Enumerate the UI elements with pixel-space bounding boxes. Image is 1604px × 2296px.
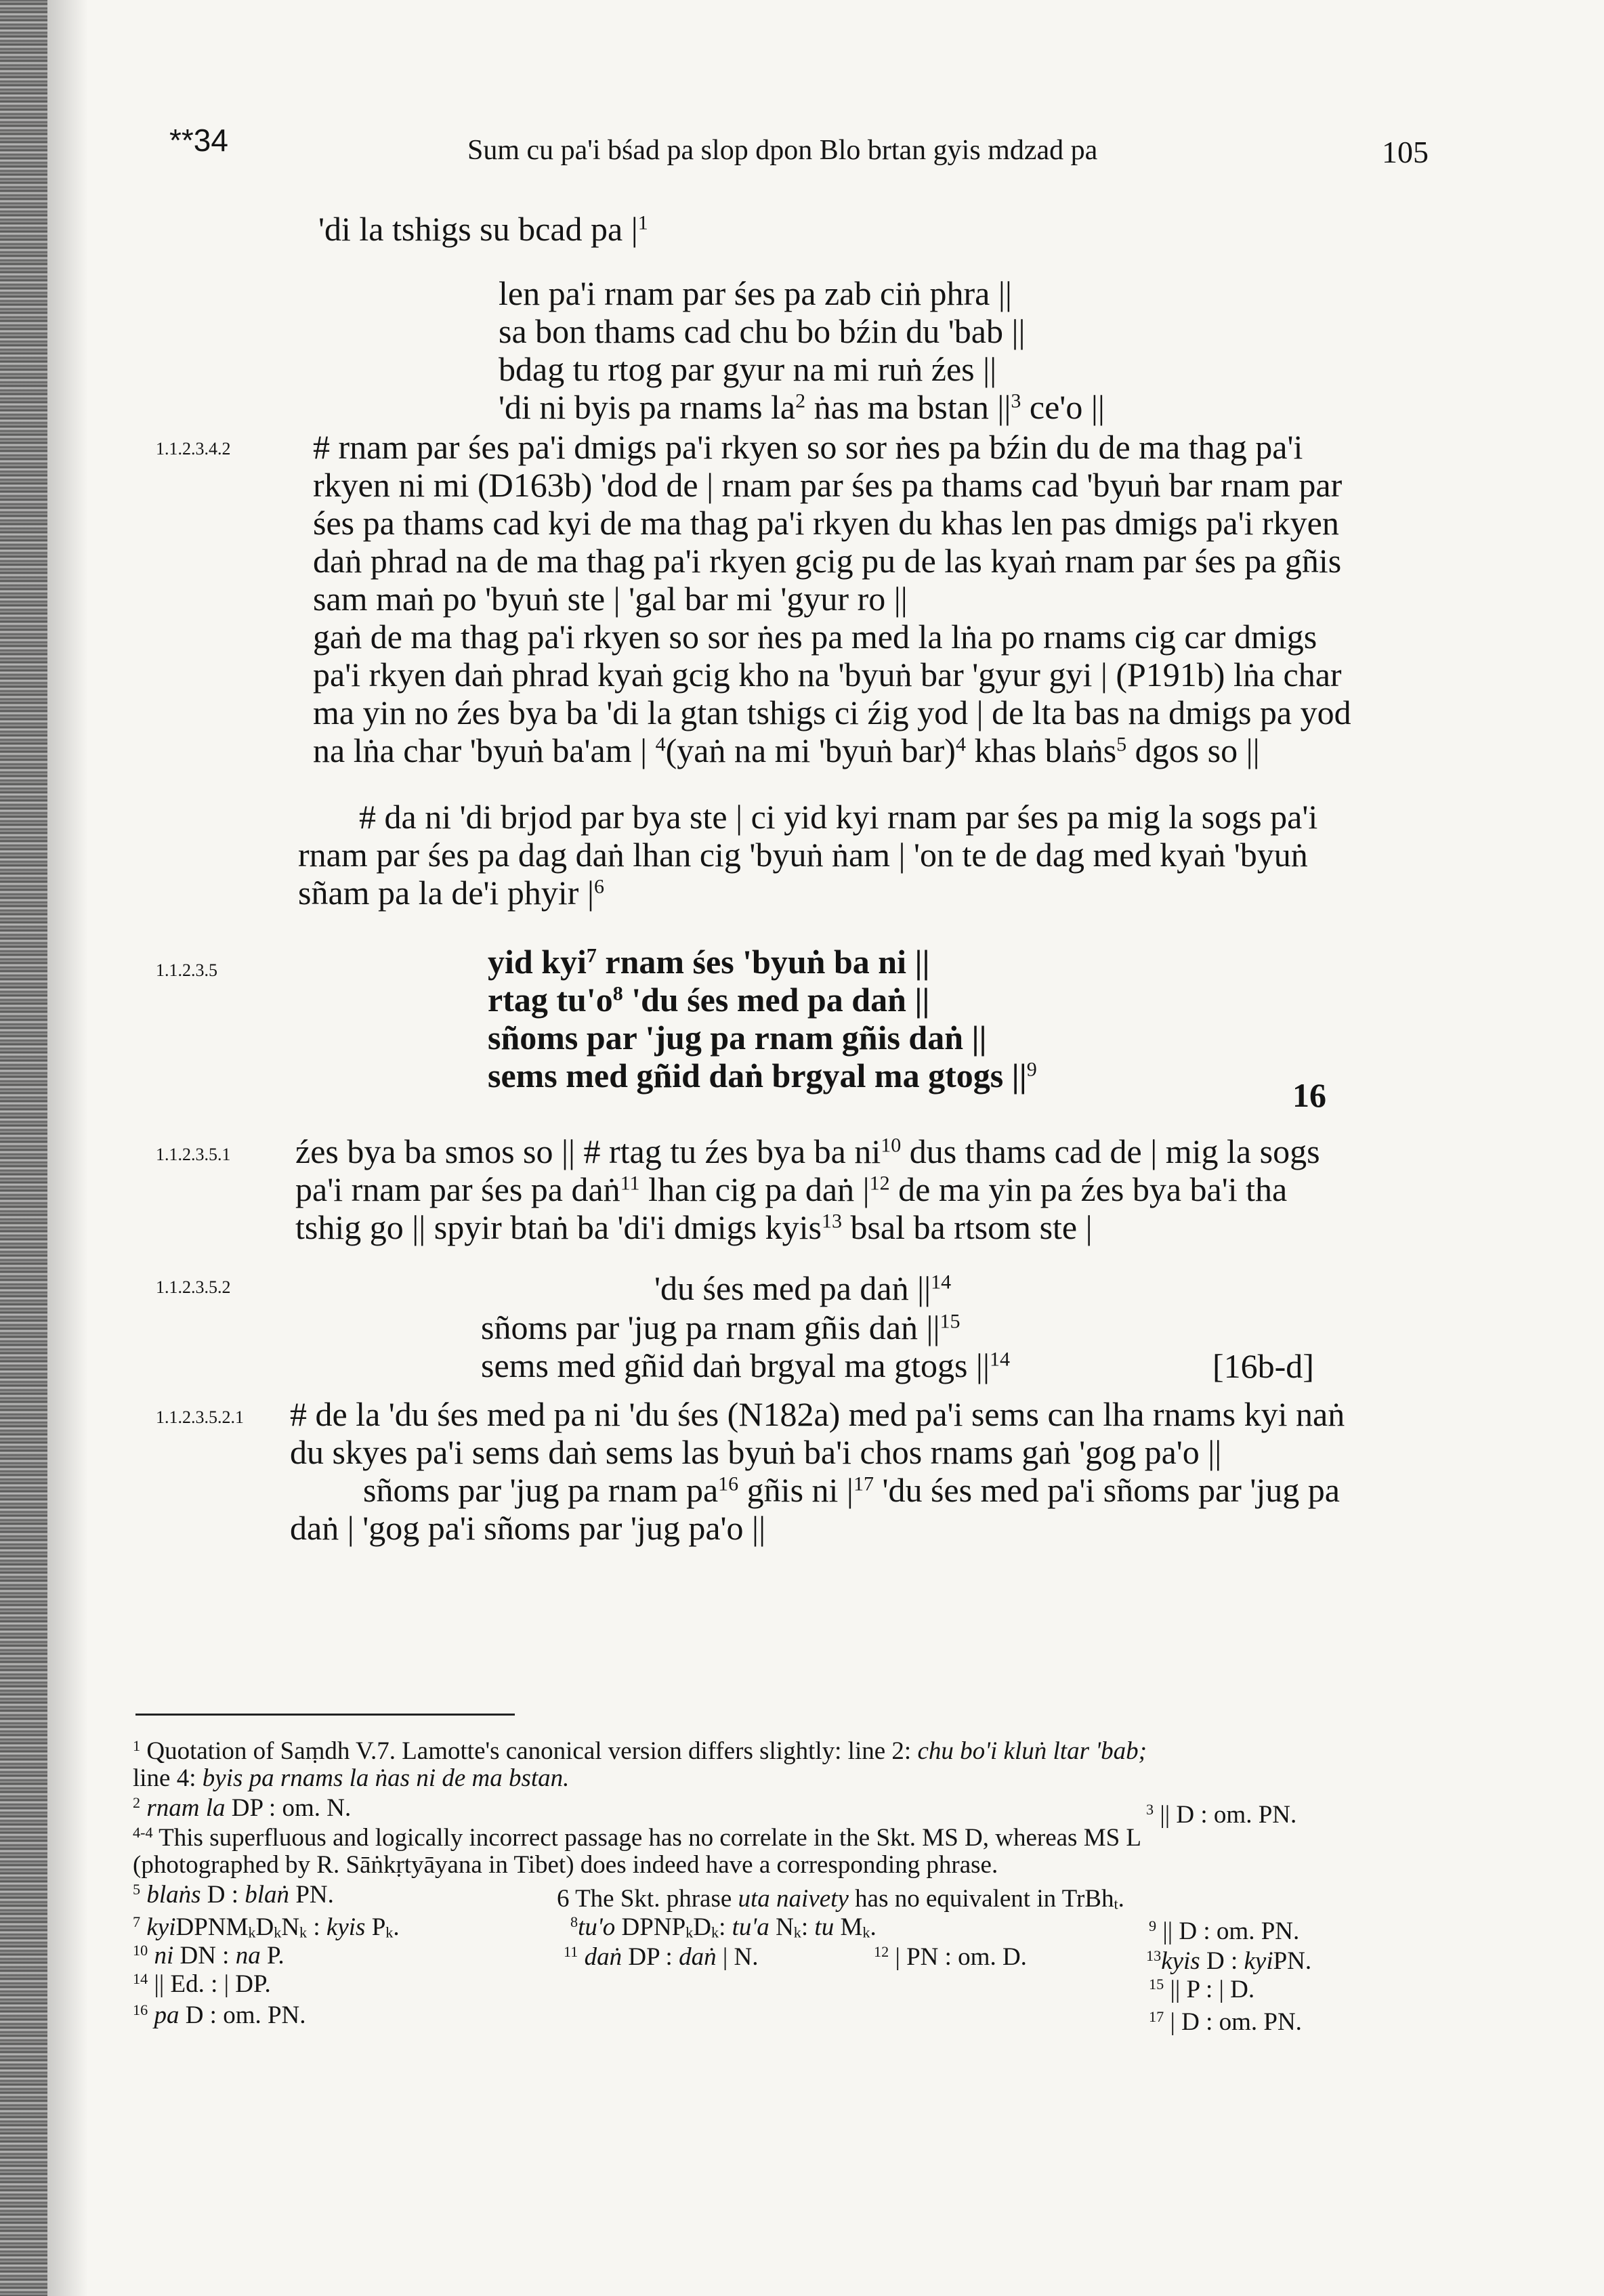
text-line: rnam par śes pa dag daṅ lhan cig 'byuṅ ṅam | 'on te de dag med kyaṅ 'byuṅ [298,836,1308,874]
text-line: # de la 'du śes med pa ni 'du śes (N182a) med pa'i sems can lha rnams kyi naṅ [290,1395,1345,1433]
text-line: sñam pa la de'i phyir $|^6$ [298,874,604,912]
section-1-paragraph [313,428,1351,769]
text-line: daṅ | 'gog pa'i sñoms par 'jug pa'o || [290,1509,766,1547]
verse-block-2 [488,943,1037,1094]
verse-line: rtag $tu'o^8$ 'du śes med pa daṅ || [488,981,930,1019]
footnote-3: $^3$ || D : om. PN. [1146,1800,1297,1829]
footnote-15: $^{15}$ || P : | D. [1149,1975,1255,2003]
text-line: tshig go || spyir btaṅ ba 'di'i dmigs kyis$^{13}$ bsal ba rtsom ste | [295,1208,1093,1246]
text-line: rkyen ni mi (D163b) 'dod de | rnam par śes pa thams cad 'byuṅ bar rnam par [313,466,1343,504]
text-line: # rnam par śes pa'i dmigs pa'i rkyen so sor ṅes pa bźin du de ma thag pa'i [313,428,1303,466]
section-5-paragraph [290,1395,1345,1547]
text-line: pa'i rkyen daṅ phrad kyaṅ gcig kho na 'byuṅ bar 'gyur gyi | (P191b) lṅa char [313,656,1342,694]
footnote-2: $^2$ rnam la DP : om. N. [133,1793,352,1822]
footnote-7: $^7$ $kyiDPNM_kD_kN_k$ : kyis $P_k$. [133,1913,400,1941]
footnote-1: $^1$ Quotation of Saṃdh V.7. Lamotte's canonical version differs slightly: line 2: chu bo'i kluṅ ltar 'bab; line 4: byis pa rnams la ṅas ni de ma bstan. [133,1737,1147,1792]
text-line: śes pa thams cad kyi de ma thag pa'i rkyen du khas len pas dmigs pa'i rkyen [313,504,1339,542]
footnote-12: $^{12}$ | PN : om. D. [874,1942,1027,1971]
section-1-paragraph-2 [298,798,1317,912]
footnote-17: $^{17}$ | D : om. PN. [1149,2007,1302,2036]
footnote-13: $^{13}$kyis D : kyiPN. [1146,1947,1312,1975]
verse-line: yid kyi$^7$ rnam śes 'byuṅ ba ni || [488,943,930,981]
footnote-5: $^5$ blaṅs D : blaṅ PN. [133,1880,334,1909]
text-line: na lṅa char 'byuṅ ba'am | $^4$(yaṅ na mi 'byuṅ bar)$^4$ khas blaṅs$^5$ dgos so || [313,731,1260,769]
text-line: du skyes pa'i sems daṅ sems las byuṅ ba'i chos rnams gaṅ 'gog pa'o || [290,1433,1222,1471]
text-line: sam maṅ po 'byuṅ ste | 'gal bar mi 'gyur ro || [313,580,908,618]
running-title: Sum cu pa'i bśad pa slop dpon Blo brtan gyis mdzad pa [467,135,1098,166]
section-label: 1.1.2.3.4.2 [156,439,231,459]
section-label: 1.1.2.3.5.2 [156,1277,231,1297]
verse-4-line-2: sñoms par 'jug pa rnam gñis daṅ $||^{15}$ [481,1309,961,1346]
verse-line: len pa'i rnam par śes pa zab ciṅ phra || [499,274,1012,312]
verse-number: 16 [1292,1076,1326,1114]
footnote-9: $^9$ || D : om. PN. [1149,1917,1300,1945]
verse-line: 'di ni byis pa rnams $la^2$ ṅas ma bstan $||^3$ ce'o || [499,388,1105,426]
intro-line: 'di la tshigs su bcad pa $|^1$ [318,210,648,248]
footnote-4: $^{4-4}$ This superfluous and logically incorrect passage has no correlate in the Skt. MS D, whereas MS L (photographed by R. Sāṅkṛtyāyana in Tibet) does indeed have a corresponding phrase. [133,1823,1142,1879]
footnote-11: $^{11}$ daṅ DP : daṅ | N. [564,1942,759,1971]
footnote-14: $^{14}$ || Ed. : | DP. [133,1970,271,1998]
page-number: 105 [1382,135,1429,169]
text-line: ma yin no źes bya ba 'di la gtan tshigs ci źig yod | de lta bas na dmigs pa yod [313,694,1351,731]
footnote-10: $^{10}$ ni DN : na P. [133,1941,284,1970]
footnote-6: 6 The Skt. phrase uta naivety has no equivalent in TrBh$_t$. [557,1885,1124,1913]
text-line: # da ni 'di brjod par bya ste | ci yid kyi rnam par śes pa mig la sogs pa'i [359,798,1318,836]
text-line: gaṅ de ma thag pa'i rkyen so sor ṅes pa med la lṅa po rnams cig car dmigs [313,618,1317,656]
text-line: sñoms par 'jug pa rnam $pa^{16}$ gñis ni $|^{17}$ 'du śes med pa'i sñoms par 'jug pa [363,1471,1340,1509]
verse-4-line-3: sems med gñid daṅ brgyal ma gtogs $||^{14}$ [481,1346,1010,1384]
verse-reference: [16b-d] [1212,1347,1314,1385]
text-line: daṅ phrad na de ma thag pa'i rkyen gcig pu de las kyaṅ rnam par śes pa gñis [313,542,1342,580]
folio-marker: **34 [169,123,228,158]
section-label: 1.1.2.3.5.2.1 [156,1407,244,1427]
verse-4-line-1: 'du śes med pa daṅ $||^{14}$ [654,1269,952,1307]
book-binding-edge [0,0,47,2296]
verse-line: bdag tu rtog par gyur na mi ruṅ źes || [499,350,997,388]
verse-line: sñoms par 'jug pa rnam gñis daṅ || [488,1019,987,1057]
verse-line: sa bon thams cad chu bo bźin du 'bab || [499,312,1026,350]
section-label: 1.1.2.3.5.1 [156,1145,231,1164]
verse-block-1 [499,274,1105,426]
text-line: pa'i rnam par śes pa daṅ$^{11}$ lhan cig pa daṅ $|^{12}$ de ma yin pa źes bya ba'i tha [295,1170,1288,1208]
footnote-16: $^{16}$ pa D : om. PN. [133,2001,306,2029]
verse-line: sems med gñid daṅ brgyal ma gtogs $||^9$ [488,1057,1037,1094]
section-3-paragraph [295,1132,1320,1246]
footnote-8: $^8$tu'o $DPNP_kD_k$: tu'a $N_k$: tu $M_k$. [570,1913,877,1941]
section-label: 1.1.2.3.5 [156,960,217,980]
text-line: źes bya ba smos so || # rtag tu źes bya ba $ni^{10}$ dus thams cad de | mig la sogs [295,1132,1320,1170]
binding-shadow [47,0,88,2296]
footnote-rule [135,1714,515,1716]
